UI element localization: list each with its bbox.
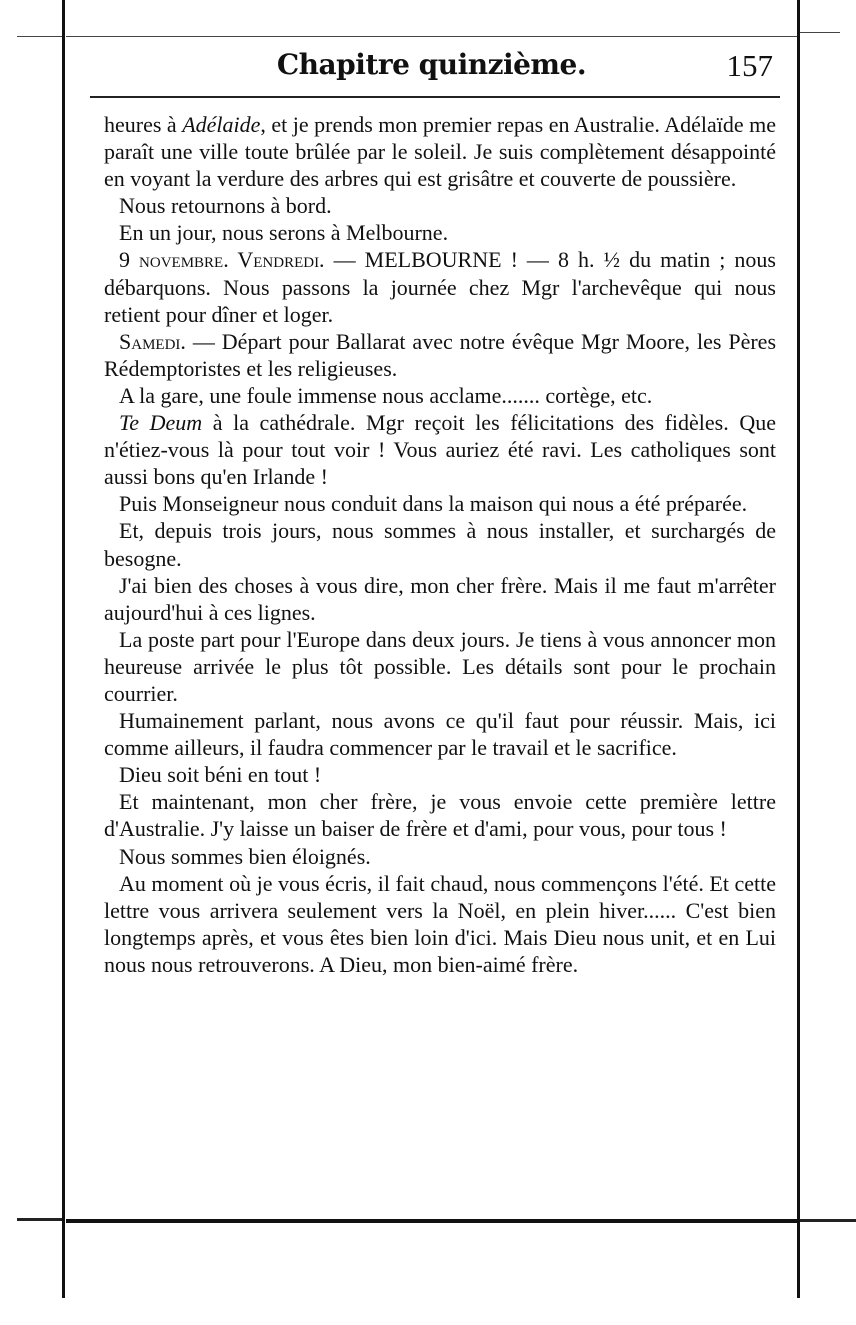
text-run: Et, depuis trois jours, nous sommes à nous installer, et surchargés de besogne. bbox=[104, 518, 776, 571]
frame-bottom-rule-left-stub bbox=[17, 1218, 62, 1221]
frame-top-rule-left-stub bbox=[17, 36, 62, 37]
frame-left-rule bbox=[62, 0, 65, 1298]
running-title: Chapitre quinzième. bbox=[276, 48, 587, 81]
paragraph bbox=[104, 382, 776, 409]
paragraph bbox=[104, 843, 776, 870]
frame-top-rule bbox=[66, 36, 797, 37]
paragraph bbox=[104, 219, 776, 246]
text-run: , et je prends mon premier repas en Australie. Adélaïde me paraît une ville toute brûlée par le soleil. Je suis complètement désappointé en voyant la verdure des arbres qui est grisâtre et couverte de poussière. bbox=[104, 112, 776, 192]
text-italic: Te Deum bbox=[119, 410, 203, 436]
text-run: Et maintenant, mon cher frère, je vous envoie cette première lettre d'Australie. J'y laisse un baiser de frère et d'ami, pour vous, pour tous ! bbox=[104, 789, 776, 842]
text-run: à la cathédrale. Mgr reçoit les félicitations des fidèles. Que n'étiez-vous là pour tout voir ! Vous auriez été ravi. Les catholiques sont aussi bons qu'en Irlande ! bbox=[104, 410, 776, 490]
paragraph bbox=[104, 246, 776, 327]
paragraph bbox=[104, 328, 776, 382]
text-run: Nous retournons à bord. bbox=[119, 193, 332, 219]
paragraph bbox=[104, 707, 776, 761]
text-run: A la gare, une foule immense nous acclame....... cortège, etc. bbox=[119, 382, 653, 408]
text-run: La poste part pour l'Europe dans deux jours. Je tiens à vous annoncer mon heureuse arrivée le plus tôt possible. Les détails sont pour le prochain courrier. bbox=[104, 626, 776, 706]
page-header bbox=[66, 42, 797, 94]
frame-bottom-rule-right-stub bbox=[800, 1219, 856, 1222]
paragraph bbox=[104, 761, 776, 788]
paragraph bbox=[104, 517, 776, 571]
text-run: — MELBOURNE ! — 8 h. ½ du matin ; nous débarquons. Nous passons la journée chez Mgr l'archevêque qui nous retient pour dîner et loger. bbox=[104, 247, 776, 327]
paragraph bbox=[104, 572, 776, 626]
frame-right-rule bbox=[797, 0, 800, 1298]
paragraph bbox=[104, 111, 776, 192]
paragraph bbox=[104, 788, 776, 842]
body-text bbox=[104, 111, 776, 978]
paragraph bbox=[104, 490, 776, 517]
header-rule bbox=[90, 96, 780, 98]
paragraph bbox=[104, 192, 776, 219]
text-run: Puis Monseigneur nous conduit dans la maison qui nous a été préparée. bbox=[119, 491, 748, 517]
text-run: Humainement parlant, nous avons ce qu'il faut pour réussir. Mais, ici comme ailleurs, il faudra commencer par le travail et le sacrifice. bbox=[104, 708, 776, 761]
paragraph bbox=[104, 626, 776, 707]
page-number: 157 bbox=[726, 48, 773, 83]
text-run: — Départ pour Ballarat avec notre évêque Mgr Moore, les Pères Rédemptoristes et les religieuses. bbox=[104, 328, 776, 381]
paragraph bbox=[104, 409, 776, 490]
text-run: J'ai bien des choses à vous dire, mon cher frère. Mais il me faut m'arrêter aujourd'hui à ces lignes. bbox=[104, 572, 776, 625]
text-run: Au moment où je vous écris, il fait chaud, nous commençons l'été. Et cette lettre vous arrivera seulement vers la Noël, en plein hiver...... C'est bien longtemps après, et vous êtes bien loin d'ici. Mais Dieu nous unit, et en Lui nous nous retrouverons. A Dieu, mon bien-aimé frère. bbox=[104, 870, 776, 977]
frame-top-rule-right-stub bbox=[800, 32, 840, 33]
text-run: Nous sommes bien éloignés. bbox=[119, 843, 371, 869]
text-run: Dieu soit béni en tout ! bbox=[119, 762, 322, 788]
frame-bottom-rule bbox=[66, 1219, 797, 1223]
text-italic: Adélaide bbox=[182, 112, 261, 137]
text-smallcaps: Samedi. bbox=[119, 328, 186, 354]
text-smallcaps: 9 novembre. Vendredi. bbox=[119, 247, 325, 273]
text-run: heures à bbox=[104, 112, 183, 137]
text-run: En un jour, nous serons à Melbourne. bbox=[119, 220, 449, 246]
paragraph bbox=[104, 870, 776, 978]
